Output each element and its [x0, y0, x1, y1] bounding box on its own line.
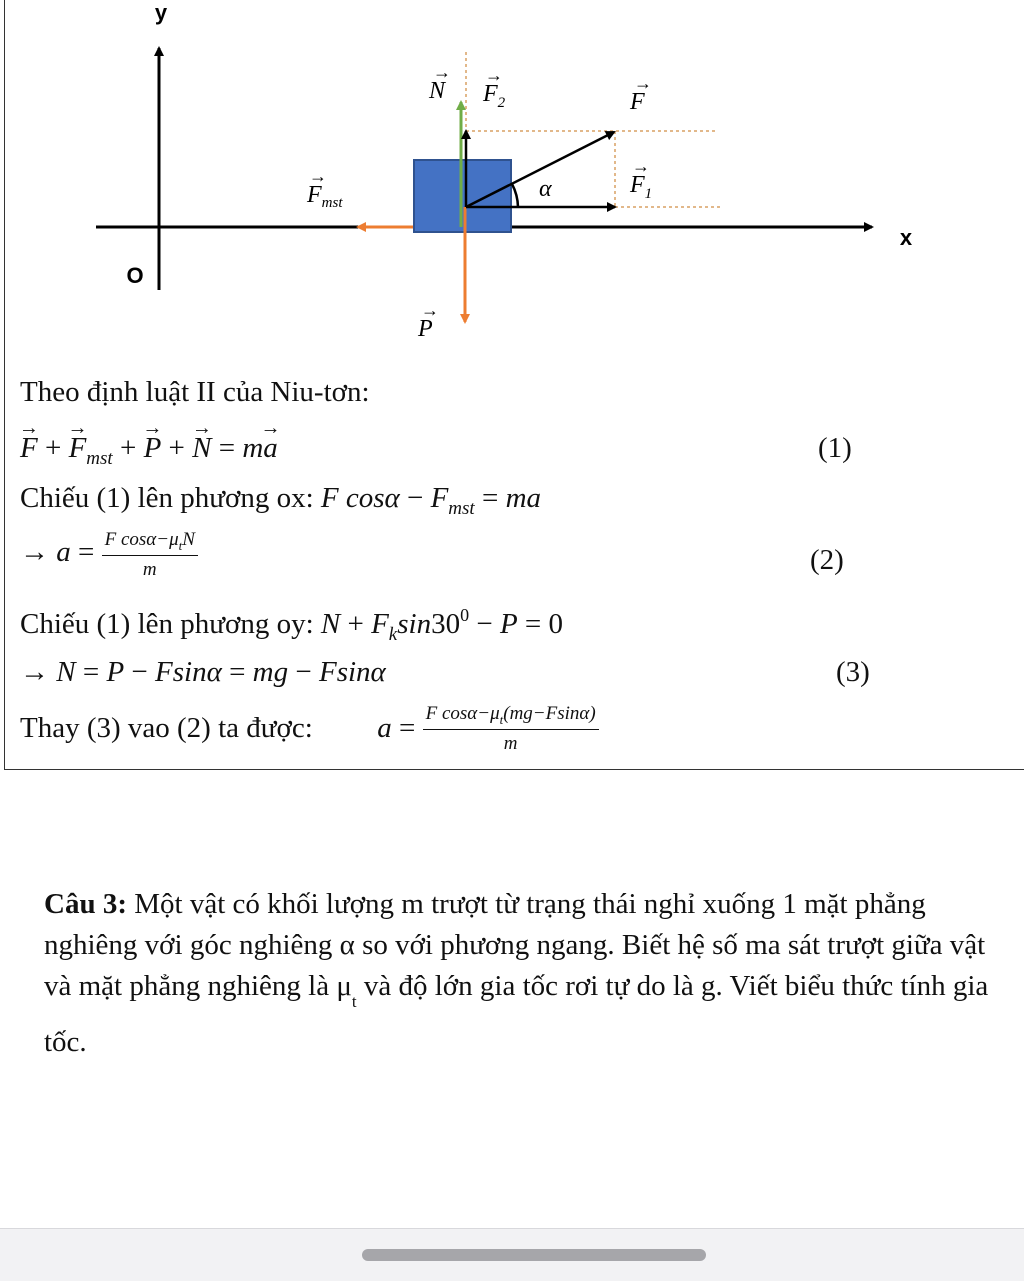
- equation-number-1: (1): [818, 432, 852, 464]
- solution-line-5: Chiếu (1) lên phương oy: $N + F_k\sin 30^0 - P = 0$: [20, 605, 564, 645]
- equation-number-2: (2): [810, 544, 844, 576]
- solution-line-1: Theo định luật II của Niu-tơn:: [20, 376, 370, 408]
- label-F: [629, 73, 652, 115]
- solution-line-3: Chiếu (1) lên phương ox: F $\cos\alpha - F_{mst}$ = ma: [20, 482, 542, 519]
- svg-text:Fmst: $F_{mst}$: [307, 182, 343, 211]
- label-Fmst: [306, 166, 343, 211]
- question-text-part2: và độ lớn gia tốc rơi tự do là g. Viết biểu thức tính gia tốc.: [44, 970, 989, 1058]
- solution-line-7: Thay (3) vao (2) ta được: a = $\frac{F \cos\alpha-\mu_t(mg-Fsin\alpha)}{m}$: [20, 704, 599, 753]
- svg-text:P: P: [418, 316, 433, 342]
- y-axis-label: y: [154, 0, 168, 25]
- svg-text:→: →: [421, 300, 439, 320]
- force-diagram: [0, 0, 1024, 360]
- svg-text:→: →: [485, 65, 503, 85]
- label-F1: [629, 156, 652, 202]
- equation-normal-force: → N = P − Fsinα = mg − Fsinα: [20, 656, 386, 688]
- angle-arc: [512, 184, 518, 207]
- label-F2: [482, 65, 506, 111]
- equation-vector-sum: → F + → $F_{mst}$ + → P + → N = m→ a: [20, 434, 278, 468]
- label-N: [428, 62, 451, 104]
- x-axis-label: x: [899, 225, 913, 250]
- question-3: [44, 884, 1014, 1063]
- svg-text:F2: $F_2$: [483, 81, 506, 111]
- question-text-part1: Một vật có khối lượng m trượt từ trạng thái nghỉ xuống 1 mặt phẳng nghiêng với góc nghiêng α so với phương ngang. Biết hệ số ma sát trượt giữa vật và mặt phẳng nghiêng là μ: [44, 888, 986, 1002]
- svg-text:→: →: [309, 166, 327, 186]
- equation-acceleration-1: → a = $\frac{F \cos\alpha-\mu_tN}{m}$: [20, 530, 198, 579]
- label-P: [417, 300, 439, 342]
- svg-text:F: F: [630, 89, 645, 115]
- bottom-navigation-bar: [0, 1228, 1024, 1281]
- mu-subscript: t: [351, 992, 357, 1011]
- svg-text:N: N: [429, 78, 446, 104]
- label-alpha: α: [539, 176, 552, 202]
- home-indicator[interactable]: [362, 1249, 706, 1261]
- svg-text:→: →: [632, 156, 650, 176]
- question-label: Câu 3:: [44, 888, 127, 920]
- origin-label: O: [126, 263, 144, 288]
- svg-text:F1: $F_1$: [630, 172, 653, 202]
- svg-text:→: →: [634, 73, 652, 93]
- equation-number-3: (3): [836, 656, 870, 688]
- svg-text:→: →: [433, 62, 451, 82]
